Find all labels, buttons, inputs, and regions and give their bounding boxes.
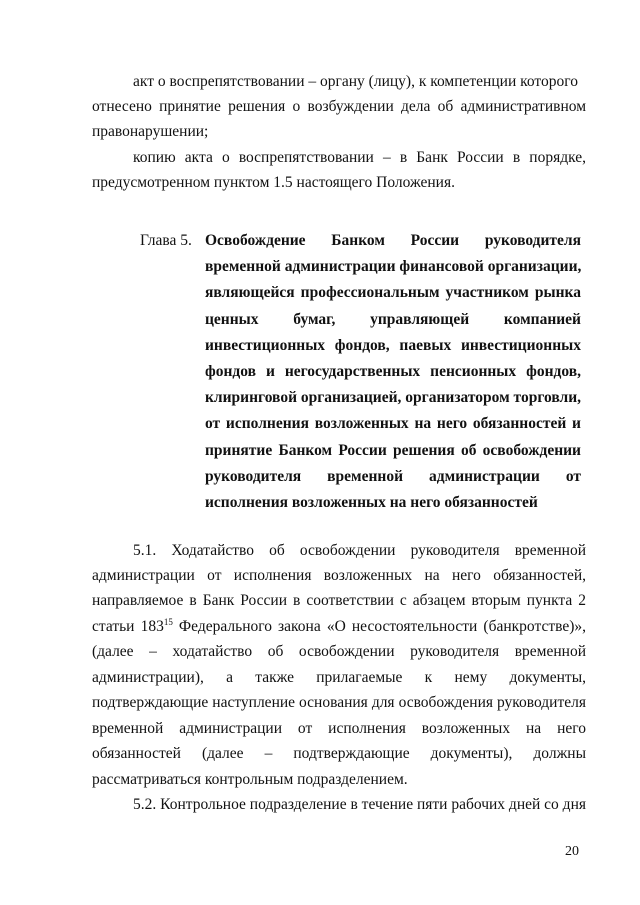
chapter-title-line: являющейся профессиональным участником рынка: [205, 284, 581, 302]
text-line: подтверждающие наступление основания для освобождения руководителя: [92, 694, 586, 711]
chapter-title-line: клиринговой организацией, организатором торговли,: [205, 389, 582, 407]
text-line: предусмотренном пунктом 1.5 настоящего Положения.: [92, 174, 455, 191]
text-line: направляемое в Банк России в соответствии с абзацем вторым пункта 2: [92, 592, 586, 609]
chapter-title-line: временной администрации финансовой организации,: [205, 258, 582, 276]
text-line: администрации), а также прилагаемые к нему документы,: [92, 669, 586, 686]
chapter-title-line: фондов и негосударственных пенсионных фондов,: [205, 363, 581, 380]
chapter-title-line: от исполнения возложенных на него обязанностей и: [205, 415, 581, 433]
chapter-title-line: руководителя временной администрации от: [205, 467, 581, 485]
text-line: копию акта о воспрепятствовании – в Банк России в порядке,: [133, 149, 586, 166]
text-line: [92, 617, 586, 637]
chapter-title-line: исполнения возложенных на него обязанностей: [205, 494, 538, 511]
superscript: 15: [163, 617, 173, 627]
text-line: временной администрации от исполнения возложенных на него: [92, 720, 586, 737]
text-line: (далее – ходатайство об освобождении руководителя временной: [92, 643, 586, 660]
chapter-title-line: Освобождение Банком России руководителя: [205, 232, 581, 249]
text-line: 5.2. Контрольное подразделение в течение пяти рабочих дней со дня: [133, 796, 586, 813]
chapter-title-line: принятие Банком России решения об освобождении: [205, 441, 581, 459]
text-line: администрации от исполнения возложенных на него обязанностей,: [92, 567, 586, 584]
text-line: рассматриваться контрольным подразделением.: [92, 771, 408, 788]
chapter-title-line: ценных бумаг, управляющей компанией: [205, 310, 581, 328]
text-line: обязанностей (далее – подтверждающие документы), должны: [92, 745, 586, 762]
text-line: отнесено принятие решения о возбуждении дела об административном: [92, 98, 586, 115]
text-line: правонарушении;: [92, 123, 209, 140]
page-number: 20: [565, 844, 579, 859]
text-fragment: Федерального закона «О несостоятельности (банкротстве)»,: [172, 618, 586, 635]
chapter-title-line: инвестиционных фондов, паевых инвестиционных: [205, 336, 581, 354]
text-line: 5.1. Ходатайство об освобождении руководителя временной: [133, 542, 586, 559]
text-fragment: статьи 183: [92, 618, 164, 635]
chapter-label: Глава 5.: [140, 232, 192, 249]
text-line: акт о воспрепятствовании – органу (лицу), к компетенции которого: [133, 73, 578, 90]
